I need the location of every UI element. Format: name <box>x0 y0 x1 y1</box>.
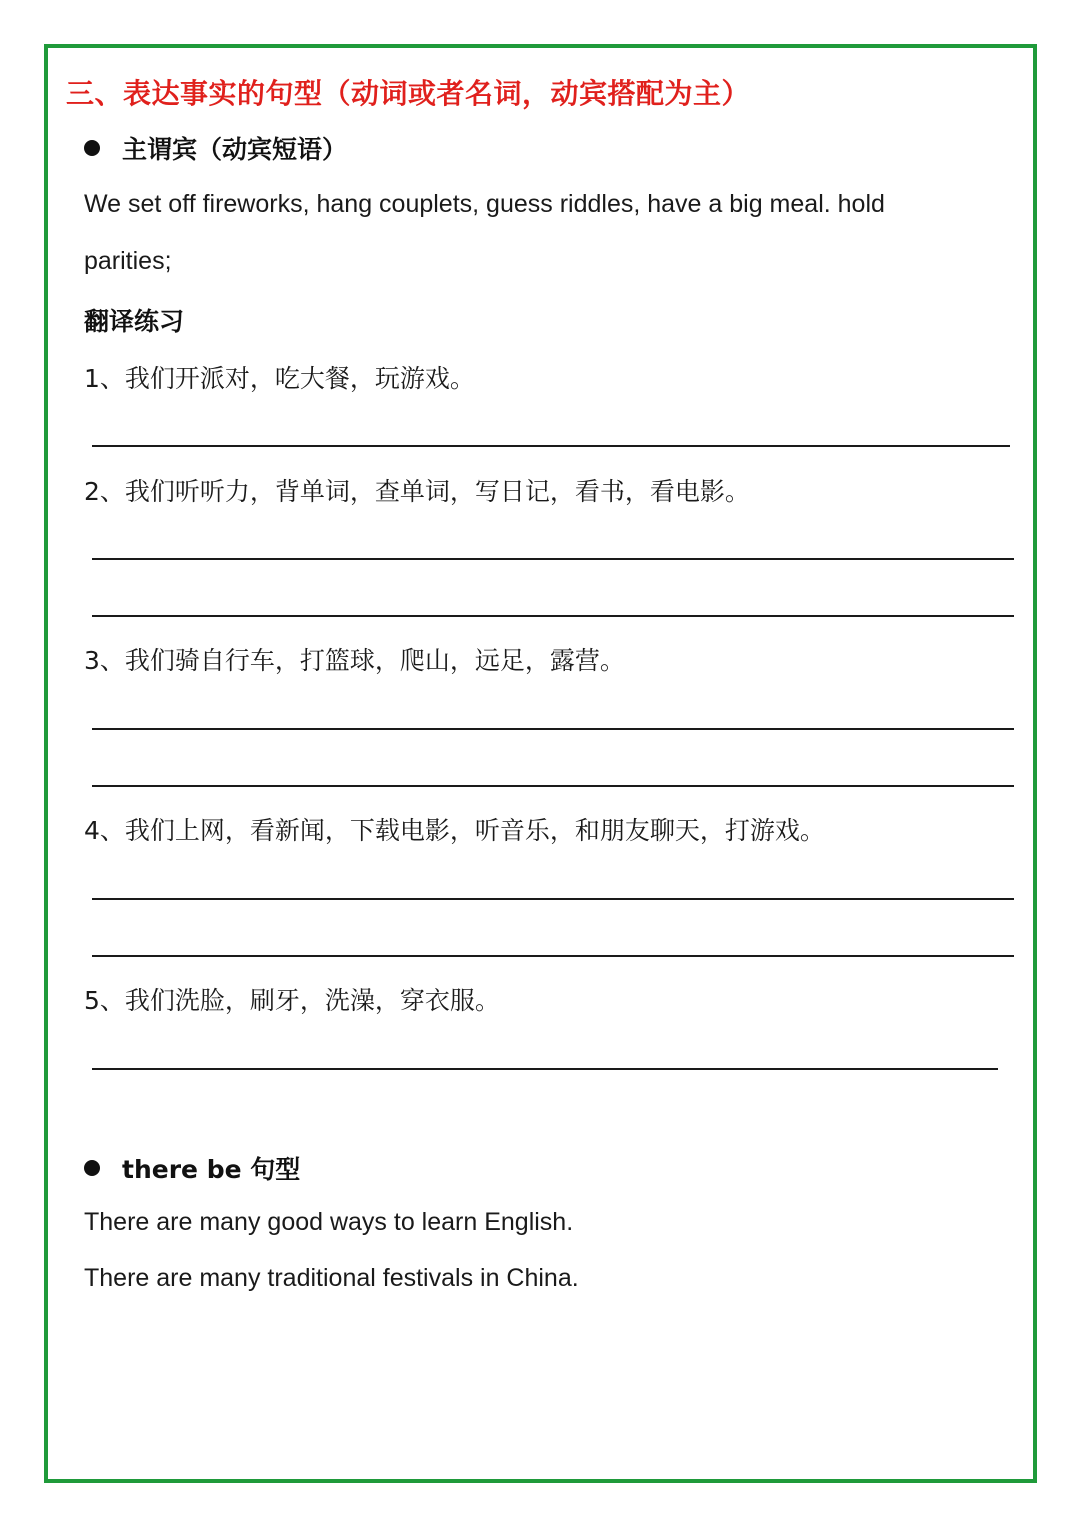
answer-line-2b[interactable] <box>92 615 1014 617</box>
svo-example-line-1: We set off fireworks, hang couplets, guess riddles, have a big meal. hold <box>84 190 885 218</box>
bullet-icon <box>84 1160 100 1176</box>
answer-line-4b[interactable] <box>92 955 1014 957</box>
svo-heading-label: 主谓宾（动宾短语） <box>122 135 348 164</box>
answer-line-1a[interactable] <box>92 445 1010 447</box>
section-title: 三、表达事实的句型（动词或者名词，动宾搭配为主） <box>66 77 751 110</box>
practice-question-4: 4、我们上网，看新闻，下载电影，听音乐，和朋友聊天，打游戏。 <box>84 816 825 845</box>
practice-question-2: 2、我们听听力，背单词，查单词，写日记，看书，看电影。 <box>84 477 750 506</box>
practice-heading: 翻译练习 <box>84 307 185 336</box>
practice-question-1: 1、我们开派对，吃大餐，玩游戏。 <box>84 364 475 393</box>
bullet-heading-there-be <box>84 1150 300 1186</box>
practice-question-5: 5、我们洗脸，刷牙，洗澡，穿衣服。 <box>84 986 500 1015</box>
practice-question-3: 3、我们骑自行车，打篮球，爬山，远足，露营。 <box>84 646 625 675</box>
there-be-example-1: There are many good ways to learn English. <box>84 1208 574 1236</box>
there-be-example-2: There are many traditional festivals in China. <box>84 1264 579 1292</box>
answer-line-5a[interactable] <box>92 1068 998 1070</box>
answer-line-3b[interactable] <box>92 785 1014 787</box>
there-be-heading-label: there be 句型 <box>122 1155 301 1184</box>
answer-line-4a[interactable] <box>92 898 1014 900</box>
bullet-heading-svo <box>84 130 347 166</box>
answer-line-3a[interactable] <box>92 728 1014 730</box>
svo-example-line-2: parities; <box>84 247 172 275</box>
answer-line-2a[interactable] <box>92 558 1014 560</box>
bullet-icon <box>84 140 100 156</box>
